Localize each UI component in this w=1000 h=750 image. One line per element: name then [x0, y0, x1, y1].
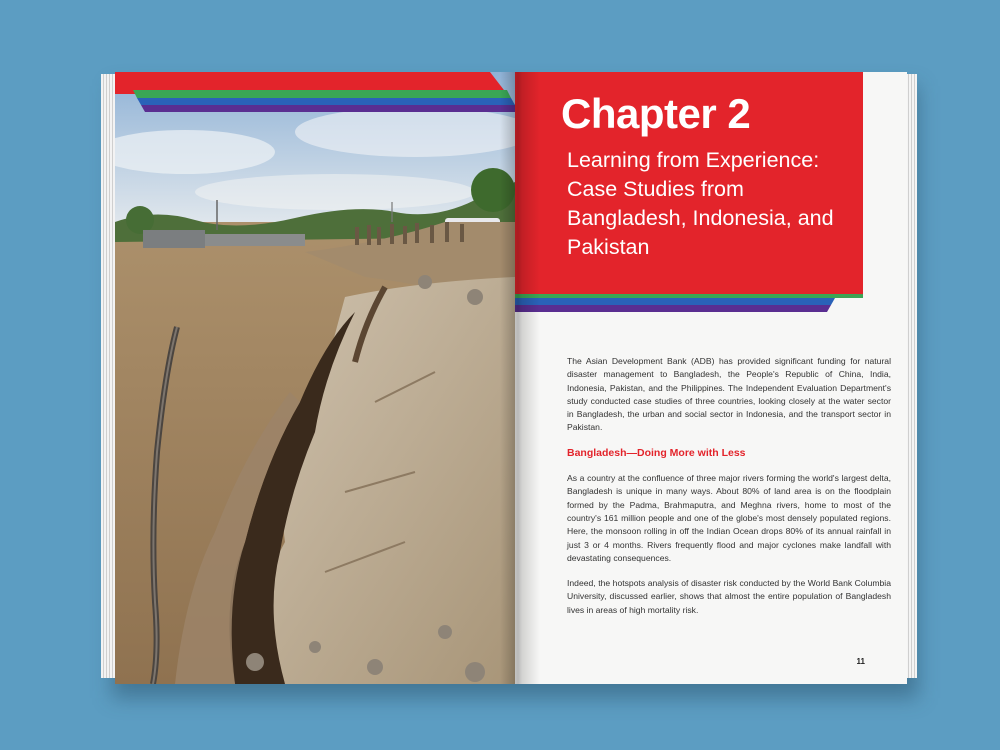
right-page — [515, 72, 907, 684]
flood-damaged-road-photo — [115, 72, 515, 684]
page-number: 11 — [856, 657, 865, 666]
color-stripe-band — [115, 72, 515, 116]
left-page-photo — [115, 72, 515, 684]
banner-stripes — [515, 72, 907, 332]
intro-paragraph: The Asian Development Bank (ADB) has provided significant funding for natural disaster management to Bangladesh, the People's Republic of China, India, Indonesia, Pakistan, and the Philippines. The Independent Evaluation Department's study conducted case studies of three countries, looking closely at the water sector in Bangladesh, the urban and social sector in Indonesia, and the transport sector in Pakistan. — [567, 356, 891, 433]
body-text — [567, 355, 891, 629]
body-paragraph: Indeed, the hotspots analysis of disaster risk conducted by the World Bank Columbia University, discussed earlier, shows that almost the entire population of Bangladesh lives in areas of high mortality risk. — [567, 578, 891, 615]
chapter-subtitle: Learning from Experience: Case Studies from Bangladesh, Indonesia, and Pakistan — [567, 148, 834, 259]
chapter-title: Chapter 2 — [561, 90, 751, 137]
body-paragraph: As a country at the confluence of three major rivers forming the world's largest delta, Bangladesh is unique in many ways. About 80% of land area is on the floodplain formed by the Padma, Brahmaputra, and Meghna rivers, home to most of the country's 161 million people and one of the globe's most densely populated regions. Here, the monsoon rolling in off the Indian Ocean drops 80% of its annual rainfall in just 3 or 4 months. Rivers frequently flood and major cyclones make landfall with devastating consequences. — [567, 473, 891, 563]
section-heading: Bangladesh—Doing More with Less — [567, 446, 746, 459]
left-page-edges — [101, 74, 115, 678]
